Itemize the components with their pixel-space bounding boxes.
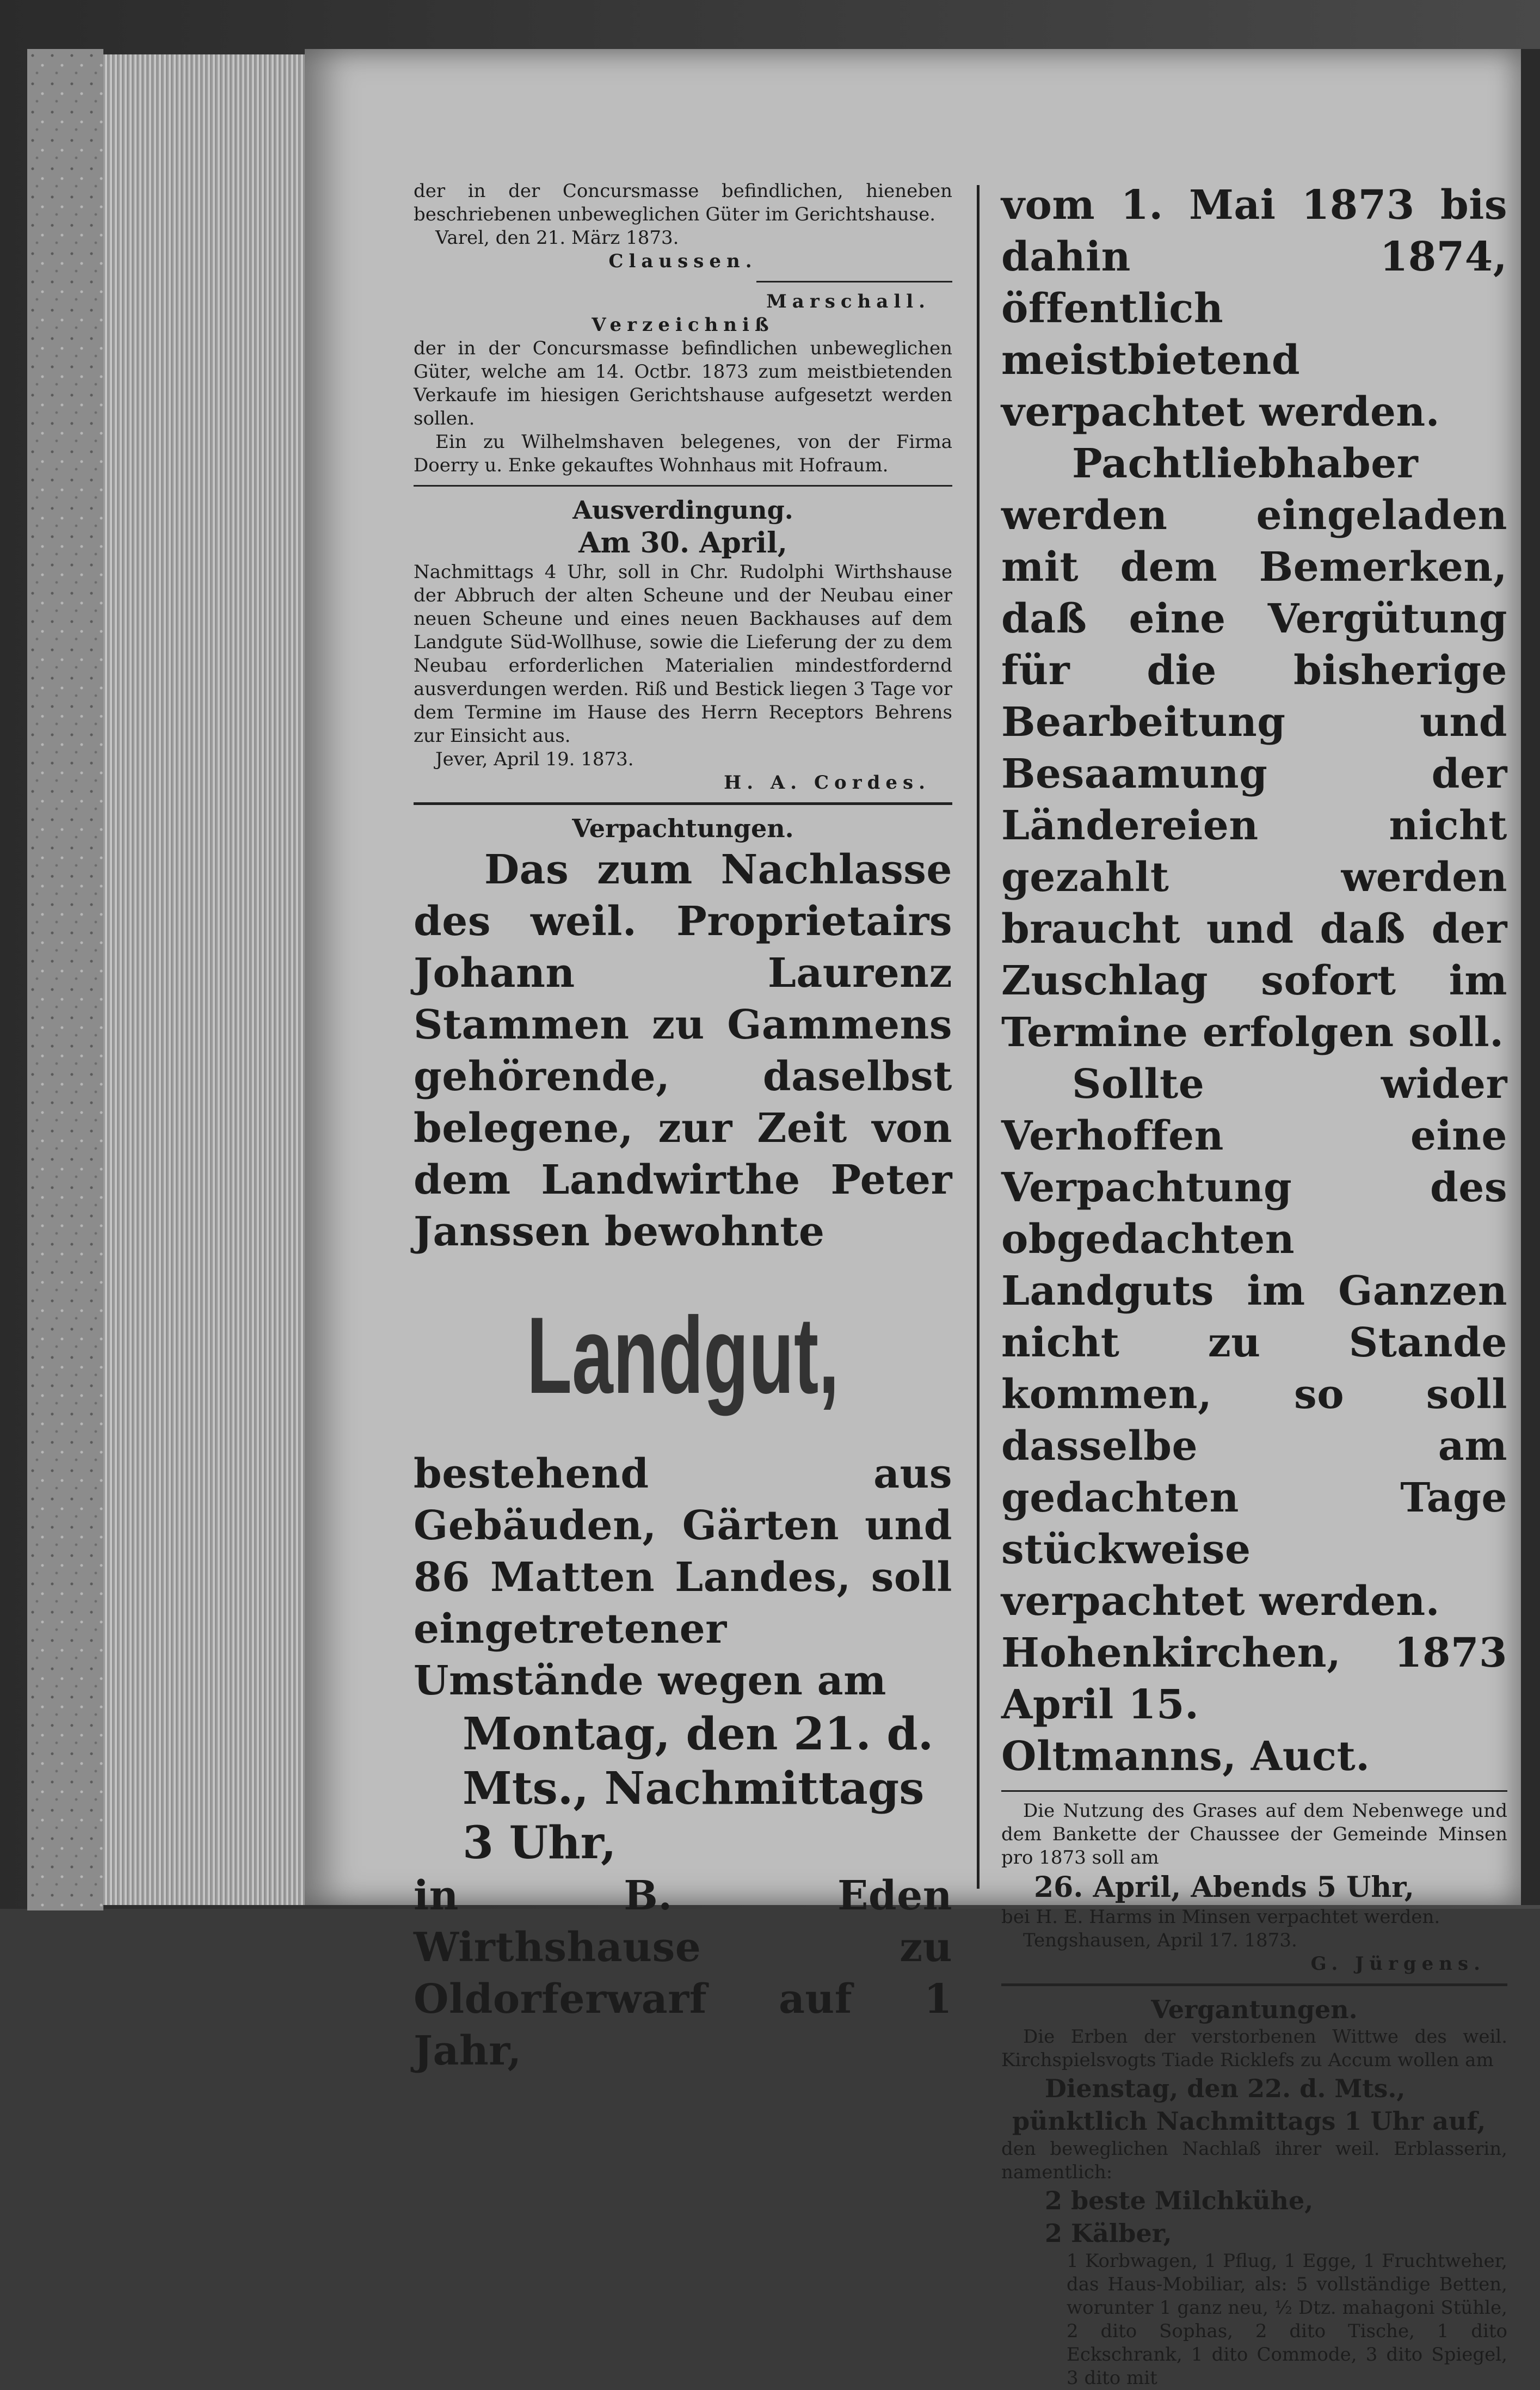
concurs-intro: der in der Concursmasse befindlichen, hieneben beschriebenen unbeweglichen Güter im Gerichtshause.: [414, 180, 952, 225]
vergantungen-time: pünktlich Nachmittags 1 Uhr auf,: [1012, 2106, 1486, 2136]
verpachtungen-title: Verpachtungen.: [572, 814, 794, 843]
book-cover-board: [27, 49, 103, 1910]
gutter-shadow: [1521, 49, 1540, 1905]
nutzung-date: 26. April, Abends 5 Uhr,: [1034, 1871, 1414, 1904]
vergantungen-date: Dienstag, den 22. d. Mts.,: [1045, 2074, 1406, 2103]
vergantungen-item-kaelber: 2 Kälber,: [1045, 2219, 1172, 2248]
vergantungen-item-milchkuehe: 2 beste Milchkühe,: [1045, 2186, 1314, 2215]
place-date: Hohenkirchen, 1873 April 15.: [1001, 1630, 1507, 1728]
concurs-sign-marschall: Marschall.: [766, 291, 931, 312]
nutzung-location: Tengshausen, April 17. 1873.: [1023, 1930, 1297, 1951]
ausverdingung-text: Nachmittags 4 Uhr, soll in Chr. Rudolphi Wirthshause der Abbruch der alten Scheune und der Neubau einer neuen Scheune und eines neuen Backhauses auf dem Landgute Süd-Wollhuse, sowie die Lieferung der zu dem Neubau erforderlichen Materialien mindestfordernd ausverdungen werden. Riß und Bestick liegen 3 Tage vor dem Termine im Hause des Herrn Receptors Behrens zur Einsicht aus.: [414, 561, 952, 747]
section-divider: [1001, 1790, 1507, 1792]
verpachtungen-date: Montag, den 21. d. Mts., Nachmittags 3 Uhr,: [463, 1708, 934, 1869]
verpachtungen-body: bestehend aus Gebäuden, Gärten und 86 Matten Landes, soll eingetretener Umstände wegen am: [414, 1451, 952, 1704]
ausverdingung-place: Jever, April 19. 1873.: [435, 748, 634, 770]
left-column: [414, 180, 952, 2077]
signature-rule: [756, 281, 952, 282]
right-column: [1001, 180, 1507, 2390]
nutzung-place: bei H. E. Harms in Minsen verpachtet werden.: [1001, 1906, 1440, 1928]
vergantungen-title: Vergantungen.: [1151, 1995, 1358, 2024]
verpachtungen-intro: Das zum Nachlasse des weil. Proprietairs Johann Laurenz Stammen zu Gammens gehörende, daselbst belegene, zur Zeit von dem Landwirthe Peter Janssen bewohnte: [414, 846, 952, 1255]
landgut-headline: Landgut,: [526, 1295, 840, 1416]
verpachtungen-place: in B. Eden Wirthshause zu Oldorferwarf auf 1 Jahr,: [414, 1872, 952, 2074]
verzeichniss-item: Ein zu Wilhelmshaven belegenes, von der Firma Doerry u. Enke gekauftes Wohnhaus mit Hofraum.: [414, 431, 952, 476]
ausverdingung-date: Am 30. April,: [578, 526, 787, 560]
vergantungen-item-list: 1 Korbwagen, 1 Pflug, 1 Egge, 1 Fruchtweher, das Haus-Mobiliar, als: 5 vollständige Betten, worunter 1 ganz neu, ½ Dtz. mahagoni Stühle, 2 dito Sophas, 2 dito Tische, 1 dito Eckschrank, 1 dito Commode, 3 dito Spiegel, 3 dito mit: [1067, 2250, 1507, 2389]
concurs-date: Varel, den 21. März 1873.: [435, 227, 679, 249]
continued-text: vom 1. Mai 1873 bis dahin 1874, öffentlich meistbietend verpachtet werden.: [1001, 182, 1507, 435]
pachtliebhaber-text: Pachtliebhaber werden eingeladen mit dem Bemerken, daß eine Vergütung für die bisherige Bearbeitung und Besaamung der Ländereien nicht gezahlt werden braucht und daß der Zuschlag sofort im Termine erfolgen soll.: [1001, 440, 1507, 1056]
column-rule: [977, 185, 980, 1889]
nutzung-text: Die Nutzung des Grases auf dem Nebenwege und dem Bankette der Chaussee der Gemeinde Minsen pro 1873 soll am: [1001, 1800, 1507, 1869]
ausverdingung-title: Ausverdingung.: [572, 495, 793, 525]
nutzung-sign: G. Jürgens.: [1310, 1953, 1486, 1975]
section-divider: [1001, 1983, 1507, 1986]
sollte-text: Sollte wider Verhoffen eine Verpachtung des obgedachten Landguts im Ganzen nicht zu Stande kommen, so soll dasselbe am gedachten Tage stückweise verpachtet werden.: [1001, 1061, 1507, 1625]
auctioneer-sign: Oltmanns, Auct.: [1001, 1733, 1370, 1780]
verzeichniss-title: Verzeichniß: [592, 314, 774, 336]
book-page-edges: [103, 54, 316, 1905]
concurs-sign-claussen: Claussen.: [608, 250, 757, 272]
vergantungen-intro: Die Erben der verstorbenen Wittwe des weil. Kirchspielsvogts Tiade Ricklefs zu Accum wollen am: [1001, 2026, 1507, 2071]
verzeichniss-text: der in der Concursmasse befindlichen unbeweglichen Güter, welche am 14. Octbr. 1873 zum meistbietenden Verkaufe im hiesigen Gerichtshause aufgesetzt werden sollen.: [414, 337, 952, 429]
ausverdingung-sign: H. A. Cordes.: [724, 772, 931, 794]
vergantungen-text: den beweglichen Nachlaß ihrer weil. Erblasserin, namentlich:: [1001, 2138, 1507, 2183]
section-divider: [414, 802, 952, 805]
section-divider: [414, 485, 952, 487]
